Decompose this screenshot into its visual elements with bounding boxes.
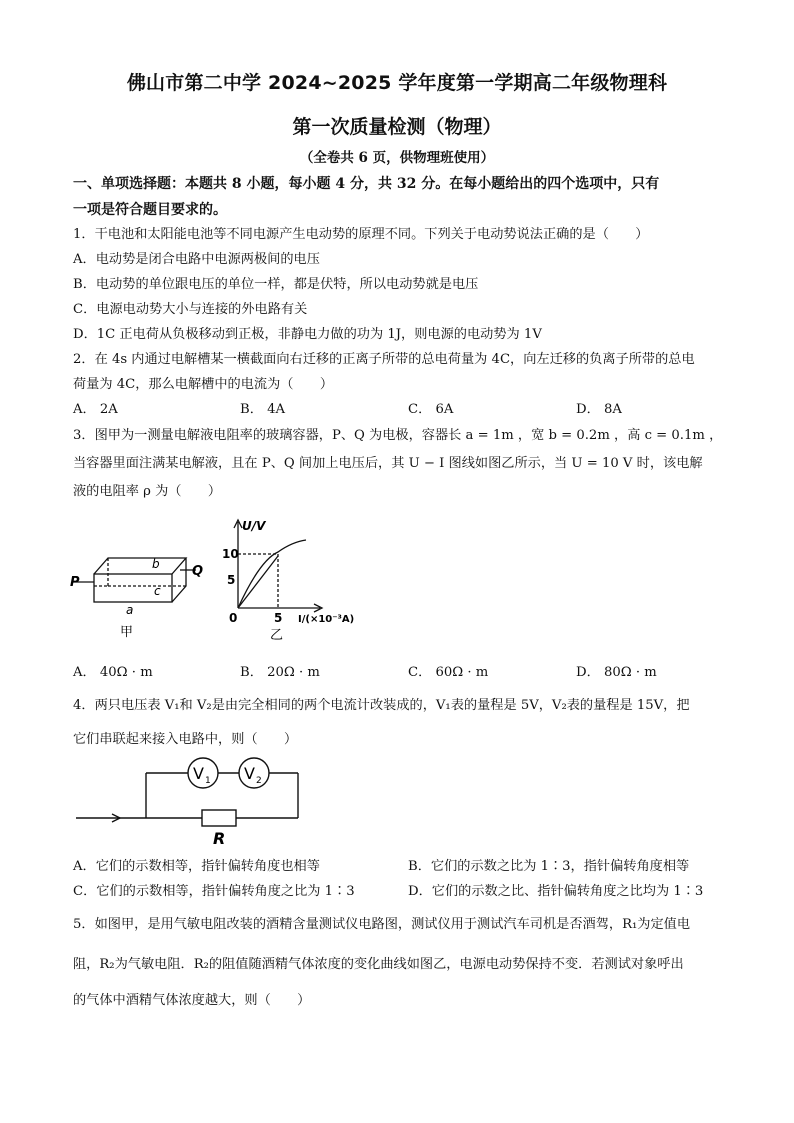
q2-stem-line2: 荷量为 4C，那么电解槽中的电流为（ ） xyxy=(73,377,334,392)
x-axis-label: I/(×10⁻³A) xyxy=(298,614,355,625)
q4-stem-line2: 它们串联起来接入电路中，则（ ） xyxy=(73,732,298,747)
q3-option-d: D． 80Ω · m xyxy=(576,665,657,680)
label-p: P xyxy=(70,575,80,590)
v1-label: V xyxy=(193,764,204,783)
q1-option-b: B．电动势的单位跟电压的单位一样，都是伏特，所以电动势就是电压 xyxy=(73,277,479,292)
q4-option-d: D．它们的示数之比、指针偏转角度之比均为 1∶3 xyxy=(408,884,704,899)
q5-stem-line1: 5．如图甲，是用气敏电阻改装的酒精含量测试仪电路图，测试仪用于测试汽车司机是否酒驾，R₁为定值电 xyxy=(73,917,691,932)
exam-title: 佛山市第二中学 2024~2025 学年度第一学期高二年级物理科 xyxy=(126,72,668,94)
figure-caption-yi: 乙 xyxy=(270,628,284,642)
q1-stem: 1．干电池和太阳能电池等不同电源产生电动势的原理不同。下列关于电动势说法正确的是（ ） xyxy=(73,227,649,242)
label-q: Q xyxy=(192,564,204,579)
origin-label: 0 xyxy=(229,611,238,625)
label-a: a xyxy=(126,603,134,617)
container-side-face xyxy=(172,558,186,602)
q4-option-c: C．它们的示数相等，指针偏转角度之比为 1∶3 xyxy=(73,884,355,899)
q3-stem-line3: 液的电阻率 ρ 为（ ） xyxy=(73,484,222,499)
y-tick-10: 10 xyxy=(222,547,239,561)
y-tick-5: 5 xyxy=(227,573,236,587)
q2-option-d: D． 8A xyxy=(576,402,622,417)
q3-option-a: A． 40Ω · m xyxy=(73,665,153,680)
q1-option-a: A．电动势是闭合电路中电源两极间的电压 xyxy=(73,252,320,267)
figure-caption-jia: 甲 xyxy=(120,625,134,640)
q2-option-a: A． 2A xyxy=(73,402,118,417)
q2-option-b: B． 4A xyxy=(240,402,285,417)
q2-option-c: C． 6A xyxy=(408,402,454,417)
section-heading-line2: 一项是符合题目要求的。 xyxy=(73,202,227,218)
q3-stem-line1: 3．图甲为一测量电解液电阻率的玻璃容器，P、Q 为电极，容器长 a = 1m ，宽 b = 0.2m ，高 c = 0.1m ， xyxy=(73,428,723,443)
label-b: b xyxy=(152,557,160,571)
x-tick-5: 5 xyxy=(274,611,283,625)
q3-option-b: B． 20Ω · m xyxy=(240,665,320,680)
q2-stem-line1: 2．在 4s 内通过电解槽某一横截面向右迁移的正离子所带的总电荷量为 4C，向左迁移的负离子所带的总电 xyxy=(73,352,695,367)
q1-option-d: D．1C 正电荷从负极移动到正极，非静电力做的功为 1J，则电源的电动势为 1V xyxy=(73,327,542,342)
voltmeter-circuit xyxy=(76,752,316,848)
exam-page-note: （全卷共 6 页，供物理班使用） xyxy=(299,150,495,166)
q4-stem-line1: 4．两只电压表 V₁和 V₂是由完全相同的两个电流计改装成的，V₁表的量程是 5V，V₂表的量程是 15V，把 xyxy=(73,698,690,713)
u-i-secant-line xyxy=(238,556,278,608)
q5-stem-line2: 阻，R₂为气敏电阻．R₂的阻值随酒精气体浓度的变化曲线如图乙，电源电动势保持不变．若测试对象呼出 xyxy=(73,957,684,972)
q3-option-c: C． 60Ω · m xyxy=(408,665,489,680)
v2-label: V xyxy=(244,764,255,783)
u-i-curve xyxy=(238,540,306,608)
container-diagram xyxy=(66,540,216,640)
resistor-label: R xyxy=(213,829,226,848)
label-c: c xyxy=(154,584,161,598)
q5-stem-line3: 的气体中酒精气体浓度越大，则（ ） xyxy=(73,993,311,1008)
q4-option-a: A．它们的示数相等，指针偏转角度也相等 xyxy=(73,859,320,874)
u-i-graph xyxy=(220,512,370,642)
v1-subscript: 1 xyxy=(205,776,211,786)
y-axis-label: U/V xyxy=(242,519,266,533)
v2-subscript: 2 xyxy=(256,776,262,786)
resistor-r xyxy=(202,810,236,826)
section-heading-line1: 一、单项选择题：本题共 8 小题，每小题 4 分，共 32 分。在每小题给出的四个选项中，只有 xyxy=(73,176,660,192)
q4-option-b: B．它们的示数之比为 1∶3，指针偏转角度相等 xyxy=(408,859,690,874)
q1-option-c: C．电源电动势大小与连接的外电路有关 xyxy=(73,302,308,317)
q3-stem-line2: 当容器里面注满某电解液，且在 P、Q 间加上电压后，其 U − I 图线如图乙所示，当 U = 10 V 时，该电解 xyxy=(73,456,703,471)
exam-subtitle-subject: 第一次质量检测（物理） xyxy=(292,116,502,138)
